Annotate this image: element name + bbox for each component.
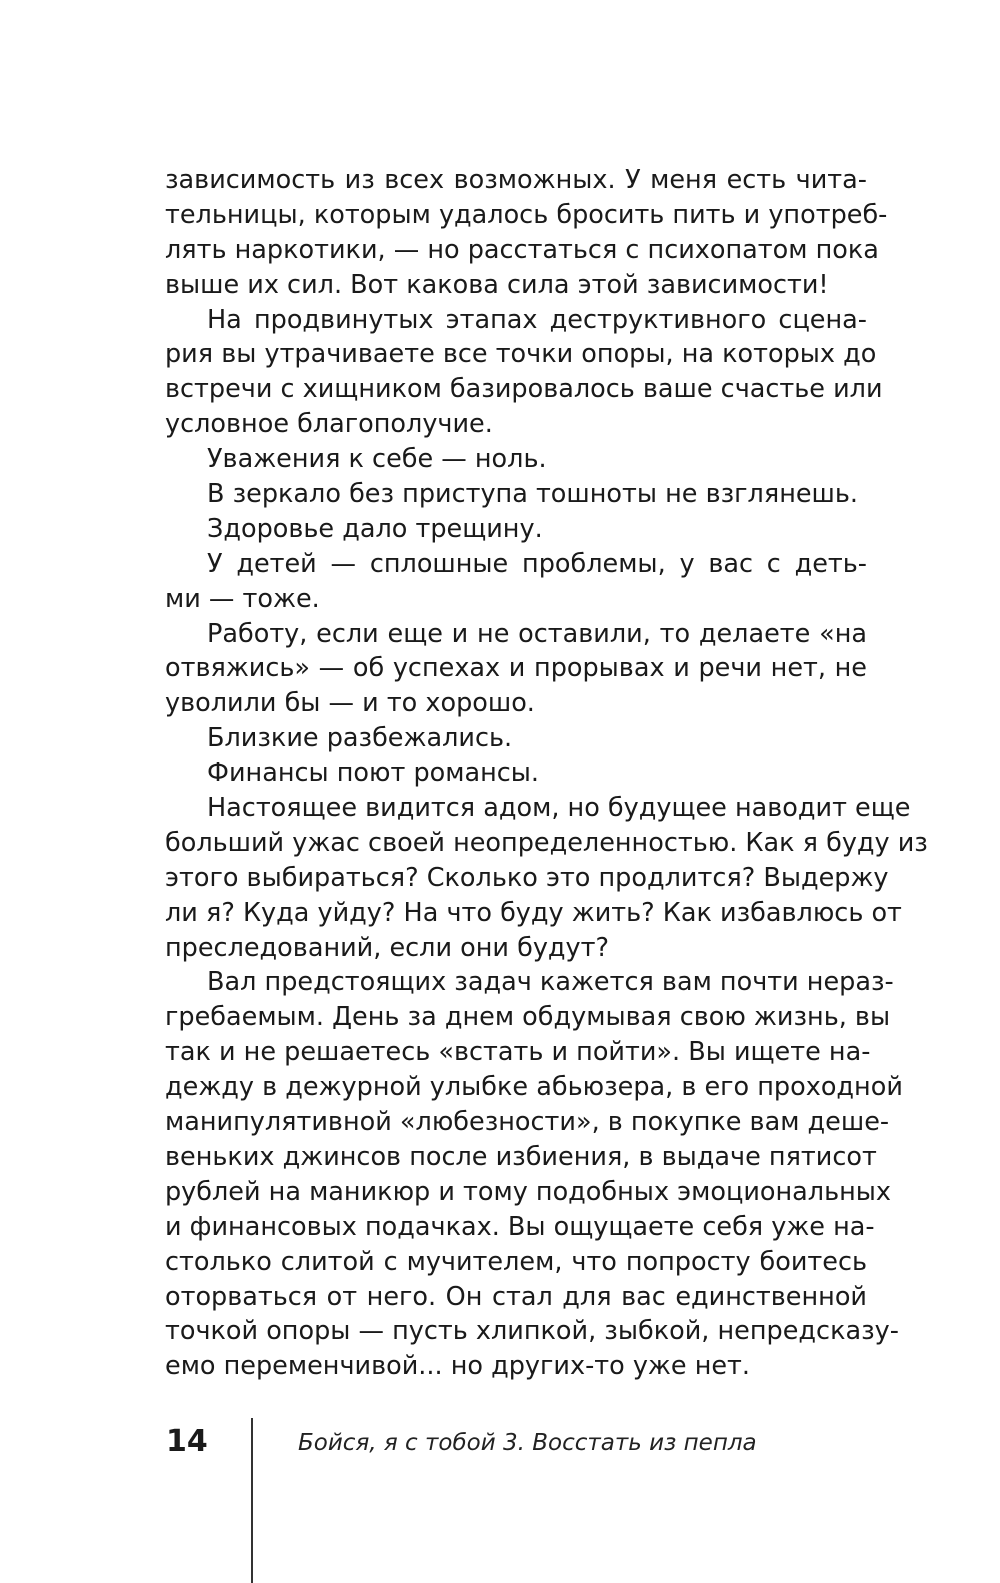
text-line: Вал предстоящих задач кажется вам почти нераз-	[207, 967, 894, 998]
text-line: Настоящее видится адом, но будущее наводит еще	[207, 793, 911, 824]
text-line: Финансы поют романсы.	[207, 758, 540, 789]
text-line: тельницы, которым удалось бросить пить и употреб-	[165, 199, 888, 230]
text-line: дежду в дежурной улыбке абьюзера, в его проходной	[165, 1072, 903, 1103]
paragraph	[165, 442, 867, 477]
text-line: отвяжись» — об успехах и прорывах и речи нет, не	[165, 653, 867, 684]
text-line: и финансовых подачках. Вы ощущаете себя уже на-	[165, 1211, 875, 1242]
paragraph	[165, 617, 867, 722]
text-line: выше их сил. Вот какова сила этой зависимости!	[165, 269, 829, 300]
text-line: гребаемым. День за днем обдумывая свою жизнь, вы	[165, 1002, 891, 1033]
paragraph	[165, 721, 867, 756]
text-line: лять наркотики, — но расстаться с психопатом пока	[165, 234, 879, 265]
text-line: рия вы утрачиваете все точки опоры, на которых до	[165, 339, 877, 370]
text-line: встречи с хищником базировалось ваше счастье или	[165, 374, 883, 405]
text-line: Близкие разбежались.	[207, 723, 513, 754]
paragraph	[165, 163, 888, 303]
paragraph	[165, 756, 867, 791]
footer-divider	[251, 1418, 253, 1583]
running-title: Бойся, я с тобой 3. Восстать из пепла	[298, 1430, 757, 1456]
text-line: преследований, если они будут?	[165, 932, 610, 963]
text-line: емо переменчивой... но других-то уже нет.	[165, 1351, 751, 1382]
paragraph	[165, 512, 867, 547]
text-line: веньких джинсов после избиения, в выдаче пятисот	[165, 1141, 877, 1172]
text-line: На продвинутых этапах деструктивного сцена-	[207, 304, 867, 335]
text-line: этого выбираться? Сколько это продлится? Выдержу	[165, 862, 889, 893]
text-line: точкой опоры — пусть хлипкой, зыбкой, непредсказу-	[165, 1316, 899, 1347]
text-line: Уважения к себе — ноль.	[207, 444, 547, 475]
text-line: Здоровье дало трещину.	[207, 513, 543, 544]
body-text	[165, 163, 928, 1384]
text-line: зависимость из всех возможных. У меня есть чита-	[165, 165, 867, 195]
text-line: уволили бы — и то хорошо.	[165, 688, 535, 719]
paragraph	[165, 547, 867, 617]
paragraph	[165, 303, 883, 443]
paragraph	[165, 965, 903, 1384]
text-line: ли я? Куда уйду? На что буду жить? Как избавлюсь от	[165, 897, 902, 928]
text-line: оторваться от него. Он стал для вас единственной	[165, 1281, 867, 1312]
text-line: рублей на маникюр и тому подобных эмоциональных	[165, 1176, 892, 1207]
text-line: Работу, если еще и не оставили, то делаете «на	[207, 618, 867, 649]
text-line: условное благополучие.	[165, 409, 493, 440]
text-line: больший ужас своей неопределенностью. Как я буду из	[165, 827, 928, 858]
text-line: столько слитой с мучителем, что попросту боитесь	[165, 1246, 867, 1277]
paragraph	[165, 791, 928, 965]
page-number: 14	[166, 1424, 208, 1459]
text-line: манипулятивной «любезности», в покупке вам деше-	[165, 1107, 890, 1138]
paragraph	[165, 477, 867, 512]
text-line: У детей — сплошные проблемы, у вас с деть-	[207, 548, 867, 579]
text-line: так и не решаетесь «встать и пойти». Вы ищете на-	[165, 1037, 871, 1068]
text-line: В зеркало без приступа тошноты не взглянешь.	[207, 479, 859, 510]
text-line: ми — тоже.	[165, 583, 320, 614]
